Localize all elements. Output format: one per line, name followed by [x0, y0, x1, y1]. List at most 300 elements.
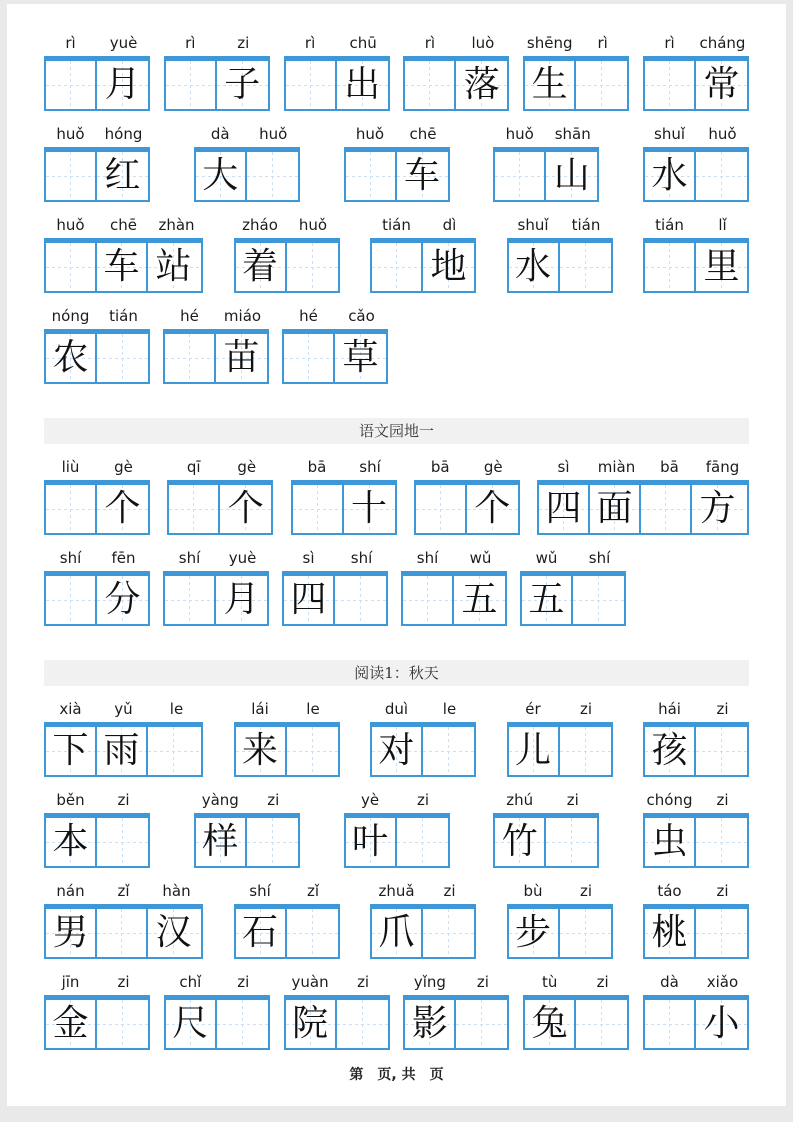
word-group [507, 882, 613, 959]
grid-cell-empty [287, 243, 338, 291]
pinyin-syllable: zi [716, 882, 729, 900]
pinyin-syllable: cháng [699, 34, 746, 52]
pinyin-line [507, 882, 613, 901]
character: 男 [52, 912, 89, 953]
pinyin-syllable: shí [416, 549, 439, 567]
character: 个 [104, 488, 141, 529]
character: 影 [411, 1003, 448, 1044]
writing-grid [370, 238, 476, 293]
word-group [344, 125, 450, 202]
pinyin-line [44, 700, 203, 719]
character: 着 [241, 246, 278, 287]
grid-cell-filled [456, 61, 507, 109]
grid-cell-empty [560, 909, 611, 957]
writing-grid [643, 904, 749, 959]
pinyin-syllable: dà [210, 125, 230, 143]
pinyin-syllable: yuè [228, 549, 257, 567]
writing-grid [643, 813, 749, 868]
word-row [44, 458, 749, 535]
pinyin-line [493, 125, 599, 144]
pinyin-syllable: huǒ [298, 216, 328, 234]
writing-grid [291, 480, 397, 535]
pinyin-syllable: shuǐ [654, 125, 685, 143]
pinyin-line [370, 216, 476, 235]
character: 出 [344, 64, 381, 105]
grid-cell-empty [423, 909, 474, 957]
pinyin-syllable: zi [476, 973, 489, 991]
grid-cell-filled [525, 61, 576, 109]
writing-grid [44, 904, 203, 959]
word-group [507, 700, 613, 777]
word-group [44, 307, 150, 384]
grid-cell-filled [337, 61, 388, 109]
character: 生 [531, 64, 568, 105]
writing-grid [643, 722, 749, 777]
writing-grid [44, 56, 150, 111]
grid-cell-filled [97, 152, 148, 200]
pinyin-line [537, 458, 749, 477]
grid-cell-filled [696, 61, 747, 109]
word-group [282, 549, 388, 626]
pinyin-line [44, 307, 150, 326]
writing-grid [403, 56, 509, 111]
pinyin-line [163, 549, 269, 568]
pinyin-syllable: zi [117, 973, 130, 991]
grid-cell-filled [46, 727, 97, 775]
grid-cell-empty [645, 1000, 696, 1048]
pinyin-syllable: zi [237, 973, 250, 991]
pinyin-syllable: shí [249, 882, 271, 900]
grid-cell-empty [46, 61, 97, 109]
character: 大 [202, 155, 239, 196]
writing-grid [44, 995, 150, 1050]
word-group [493, 791, 599, 868]
word-group [523, 973, 629, 1050]
grid-cell-filled [539, 485, 590, 533]
pinyin-syllable: tián [109, 307, 138, 325]
character: 儿 [514, 730, 551, 771]
pinyin-syllable: cǎo [348, 307, 375, 325]
grid-cell-empty [284, 334, 335, 382]
writing-grid [44, 147, 150, 202]
pinyin-line [643, 973, 749, 992]
writing-grid [284, 56, 390, 111]
character: 个 [474, 488, 511, 529]
pinyin-syllable: táo [657, 882, 682, 900]
pinyin-syllable: huǒ [708, 125, 737, 143]
word-group [370, 216, 476, 293]
grid-cell-filled [397, 152, 448, 200]
pinyin-line [194, 791, 300, 810]
word-group [284, 34, 390, 111]
grid-cell-empty [560, 243, 611, 291]
grid-cell-filled [97, 243, 148, 291]
writing-grid [44, 813, 150, 868]
writing-grid [493, 147, 599, 202]
pinyin-syllable: chē [409, 125, 437, 143]
pinyin-line [523, 973, 629, 992]
pinyin-line [370, 700, 476, 719]
pinyin-syllable: dà [660, 973, 679, 991]
writing-grid [44, 571, 150, 626]
pinyin-syllable: rì [664, 34, 675, 52]
pinyin-syllable: miàn [597, 458, 636, 476]
grid-cell-filled [46, 909, 97, 957]
grid-cell-filled [284, 576, 335, 624]
grid-cell-empty [405, 61, 456, 109]
character: 汉 [155, 912, 192, 953]
grid-cell-filled [97, 576, 148, 624]
grid-cell-filled [372, 909, 423, 957]
word-group [164, 973, 270, 1050]
pinyin-syllable: miáo [223, 307, 262, 325]
pinyin-syllable: běn [56, 791, 85, 809]
pinyin-line [234, 216, 340, 235]
word-row [44, 549, 749, 626]
grid-cell-filled [546, 152, 597, 200]
pinyin-syllable: gè [114, 458, 133, 476]
word-group [234, 700, 340, 777]
word-group [643, 125, 749, 202]
pinyin-syllable: hé [180, 307, 199, 325]
pinyin-syllable: zi [416, 791, 430, 809]
pinyin-syllable: jīn [61, 973, 80, 991]
pinyin-syllable: luò [471, 34, 495, 52]
pinyin-syllable: bā [307, 458, 327, 476]
writing-grid [507, 238, 613, 293]
pinyin-line [643, 791, 749, 810]
character: 地 [430, 246, 467, 287]
pinyin-line [370, 882, 476, 901]
character: 石 [241, 912, 278, 953]
grid-cell-filled [692, 485, 743, 533]
grid-cell-filled [423, 243, 474, 291]
character: 月 [104, 64, 141, 105]
pinyin-line [414, 458, 520, 477]
section-header [44, 660, 749, 686]
grid-cell-filled [590, 485, 641, 533]
grid-cell-empty [217, 1000, 268, 1048]
character: 虫 [651, 821, 688, 862]
section-header [44, 418, 749, 444]
writing-grid [370, 722, 476, 777]
grid-cell-empty [97, 818, 148, 866]
character: 来 [241, 730, 278, 771]
word-group [44, 34, 150, 111]
pinyin-syllable: liù [61, 458, 80, 476]
character: 步 [514, 912, 551, 953]
grid-cell-empty [576, 61, 627, 109]
character: 样 [202, 821, 239, 862]
writing-grid [44, 480, 150, 535]
pinyin-line [403, 973, 509, 992]
word-group [44, 549, 150, 626]
pinyin-syllable: tián [571, 216, 601, 234]
character: 兔 [531, 1003, 568, 1044]
pinyin-syllable: wǔ [469, 549, 492, 567]
grid-cell-empty [165, 576, 216, 624]
grid-cell-empty [696, 909, 747, 957]
grid-cell-empty [46, 243, 97, 291]
writing-grid [414, 480, 520, 535]
pinyin-syllable: gè [483, 458, 503, 476]
writing-grid [234, 904, 340, 959]
grid-cell-filled [344, 485, 395, 533]
grid-cell-empty [645, 243, 696, 291]
grid-cell-empty [696, 727, 747, 775]
worksheet-page [7, 4, 786, 1106]
pinyin-syllable: zi [267, 791, 280, 809]
grid-cell-filled [522, 576, 573, 624]
grid-cell-empty [169, 485, 220, 533]
pinyin-syllable: zhuǎ [378, 882, 415, 900]
pinyin-syllable: yǔ [114, 700, 133, 718]
grid-cell-filled [335, 334, 386, 382]
word-group [403, 973, 509, 1050]
word-group [44, 458, 150, 535]
pinyin-syllable: shān [554, 125, 591, 143]
word-group [643, 216, 749, 293]
pinyin-syllable: zi [237, 34, 250, 52]
character: 下 [52, 730, 89, 771]
character: 常 [703, 64, 740, 105]
grid-cell-empty [46, 576, 97, 624]
pinyin-syllable: rì [185, 34, 196, 52]
word-group [194, 125, 300, 202]
writing-grid [523, 995, 629, 1050]
character: 草 [342, 337, 379, 378]
pinyin-syllable: lái [251, 700, 269, 718]
grid-cell-filled [286, 1000, 337, 1048]
writing-grid [282, 329, 388, 384]
word-group [44, 791, 150, 868]
writing-grid [234, 238, 340, 293]
writing-grid [44, 238, 203, 293]
pinyin-syllable: zi [357, 973, 370, 991]
character: 本 [52, 821, 89, 862]
word-group [401, 549, 507, 626]
grid-cell-filled [46, 1000, 97, 1048]
pinyin-syllable: zi [443, 882, 456, 900]
pinyin-syllable: chū [349, 34, 377, 52]
pinyin-line [44, 791, 150, 810]
worksheet-content [7, 4, 786, 1050]
pinyin-syllable: chóng [646, 791, 693, 809]
word-group [44, 973, 150, 1050]
pinyin-syllable: shí [588, 549, 611, 567]
character: 个 [227, 488, 264, 529]
character: 车 [103, 246, 140, 287]
grid-cell-empty [97, 1000, 148, 1048]
grid-cell-empty [346, 152, 397, 200]
grid-cell-empty [546, 818, 597, 866]
word-group [403, 34, 509, 111]
grid-cell-filled [216, 576, 267, 624]
grid-cell-empty [97, 909, 148, 957]
pinyin-syllable: sì [302, 549, 315, 567]
pinyin-syllable: yè [360, 791, 380, 809]
pinyin-syllable: ér [525, 700, 541, 718]
pinyin-line [643, 34, 749, 53]
grid-cell-filled [467, 485, 518, 533]
pinyin-syllable: hái [658, 700, 681, 718]
pinyin-syllable: zi [579, 882, 593, 900]
character: 苗 [223, 337, 260, 378]
grid-cell-empty [560, 727, 611, 775]
pinyin-syllable: chē [110, 216, 137, 234]
pinyin-line [507, 700, 613, 719]
word-group [163, 307, 269, 384]
pinyin-syllable: rì [597, 34, 608, 52]
writing-grid [164, 995, 270, 1050]
writing-grid [194, 147, 300, 202]
character: 分 [104, 579, 141, 620]
pinyin-syllable: wǔ [535, 549, 558, 567]
writing-grid [44, 722, 203, 777]
pinyin-line [164, 34, 270, 53]
grid-cell-filled [46, 334, 97, 382]
word-group [507, 216, 613, 293]
character: 叶 [351, 821, 388, 862]
writing-grid [401, 571, 507, 626]
word-group [44, 125, 150, 202]
character: 山 [553, 155, 590, 196]
writing-grid [403, 995, 509, 1050]
word-group [163, 549, 269, 626]
grid-cell-empty [696, 152, 747, 200]
pinyin-syllable: huǒ [505, 125, 534, 143]
grid-cell-filled [97, 61, 148, 109]
grid-cell-empty [416, 485, 467, 533]
character: 桃 [651, 912, 688, 953]
pinyin-syllable: nóng [51, 307, 90, 325]
pinyin-line [194, 125, 300, 144]
writing-grid [643, 147, 749, 202]
character: 车 [403, 155, 440, 196]
word-group [194, 791, 300, 868]
word-row [44, 700, 749, 777]
grid-cell-filled [509, 909, 560, 957]
pinyin-line [344, 125, 450, 144]
pinyin-syllable: duì [384, 700, 409, 718]
character: 方 [699, 488, 736, 529]
grid-cell-filled [236, 909, 287, 957]
pinyin-syllable: yǐng [413, 973, 446, 991]
grid-cell-empty [696, 818, 747, 866]
pinyin-line [44, 458, 150, 477]
pinyin-line [44, 973, 150, 992]
grid-cell-filled [645, 818, 696, 866]
writing-grid [194, 813, 300, 868]
pinyin-syllable: tián [382, 216, 411, 234]
word-group [344, 791, 450, 868]
writing-grid [507, 904, 613, 959]
character: 孩 [651, 730, 688, 771]
grid-cell-empty [495, 152, 546, 200]
grid-cell-empty [397, 818, 448, 866]
grid-cell-filled [372, 727, 423, 775]
pinyin-syllable: shí [359, 458, 381, 476]
grid-cell-empty [403, 576, 454, 624]
word-group [414, 458, 520, 535]
grid-cell-empty [46, 485, 97, 533]
character: 水 [651, 155, 688, 196]
writing-grid [643, 995, 749, 1050]
writing-grid [344, 813, 450, 868]
pinyin-syllable: bā [660, 458, 679, 476]
grid-cell-empty [287, 727, 338, 775]
grid-cell-filled [148, 243, 199, 291]
pinyin-syllable: zi [716, 791, 729, 809]
character: 面 [596, 488, 633, 529]
pinyin-syllable: xià [59, 700, 82, 718]
grid-cell-filled [196, 818, 247, 866]
grid-cell-empty [165, 334, 216, 382]
word-group [643, 700, 749, 777]
writing-grid [370, 904, 476, 959]
writing-grid [523, 56, 629, 111]
grid-cell-filled [696, 243, 747, 291]
writing-grid [164, 56, 270, 111]
pinyin-syllable: zi [579, 700, 593, 718]
pinyin-syllable: zháo [242, 216, 278, 234]
pinyin-syllable: lǐ [718, 216, 727, 234]
word-row [44, 973, 749, 1050]
pinyin-syllable: yuàn [291, 973, 329, 991]
pinyin-syllable: zǐ [306, 882, 320, 900]
grid-cell-empty [645, 61, 696, 109]
character: 农 [52, 337, 89, 378]
pinyin-syllable: hé [299, 307, 318, 325]
character: 十 [350, 488, 387, 529]
character: 四 [545, 488, 582, 529]
character: 五 [528, 579, 565, 620]
writing-grid [493, 813, 599, 868]
pinyin-line [403, 34, 509, 53]
grid-cell-empty [576, 1000, 627, 1048]
pinyin-line [44, 34, 150, 53]
pinyin-syllable: hóng [104, 125, 143, 143]
pinyin-line [44, 216, 203, 235]
grid-cell-filled [97, 485, 148, 533]
grid-cell-filled [148, 909, 199, 957]
grid-cell-empty [247, 152, 298, 200]
pinyin-syllable: gè [237, 458, 257, 476]
pinyin-syllable: shuǐ [517, 216, 549, 234]
grid-cell-empty [423, 727, 474, 775]
pinyin-syllable: bā [430, 458, 450, 476]
pinyin-line [291, 458, 397, 477]
character: 红 [104, 155, 141, 196]
grid-cell-filled [346, 818, 397, 866]
writing-grid [167, 480, 273, 535]
pinyin-syllable: le [306, 700, 320, 718]
grid-cell-filled [696, 1000, 747, 1048]
writing-grid [344, 147, 450, 202]
writing-grid [282, 571, 388, 626]
pinyin-line [493, 791, 599, 810]
section-title: 阅读1：秋天 [354, 664, 439, 682]
pinyin-line [164, 973, 270, 992]
pinyin-syllable: xiǎo [706, 973, 739, 991]
pinyin-syllable: shí [350, 549, 373, 567]
character: 站 [155, 246, 192, 287]
grid-cell-filled [454, 576, 505, 624]
word-group [44, 700, 203, 777]
pinyin-syllable: huǒ [259, 125, 288, 143]
pinyin-line [643, 882, 749, 901]
character: 雨 [103, 730, 140, 771]
